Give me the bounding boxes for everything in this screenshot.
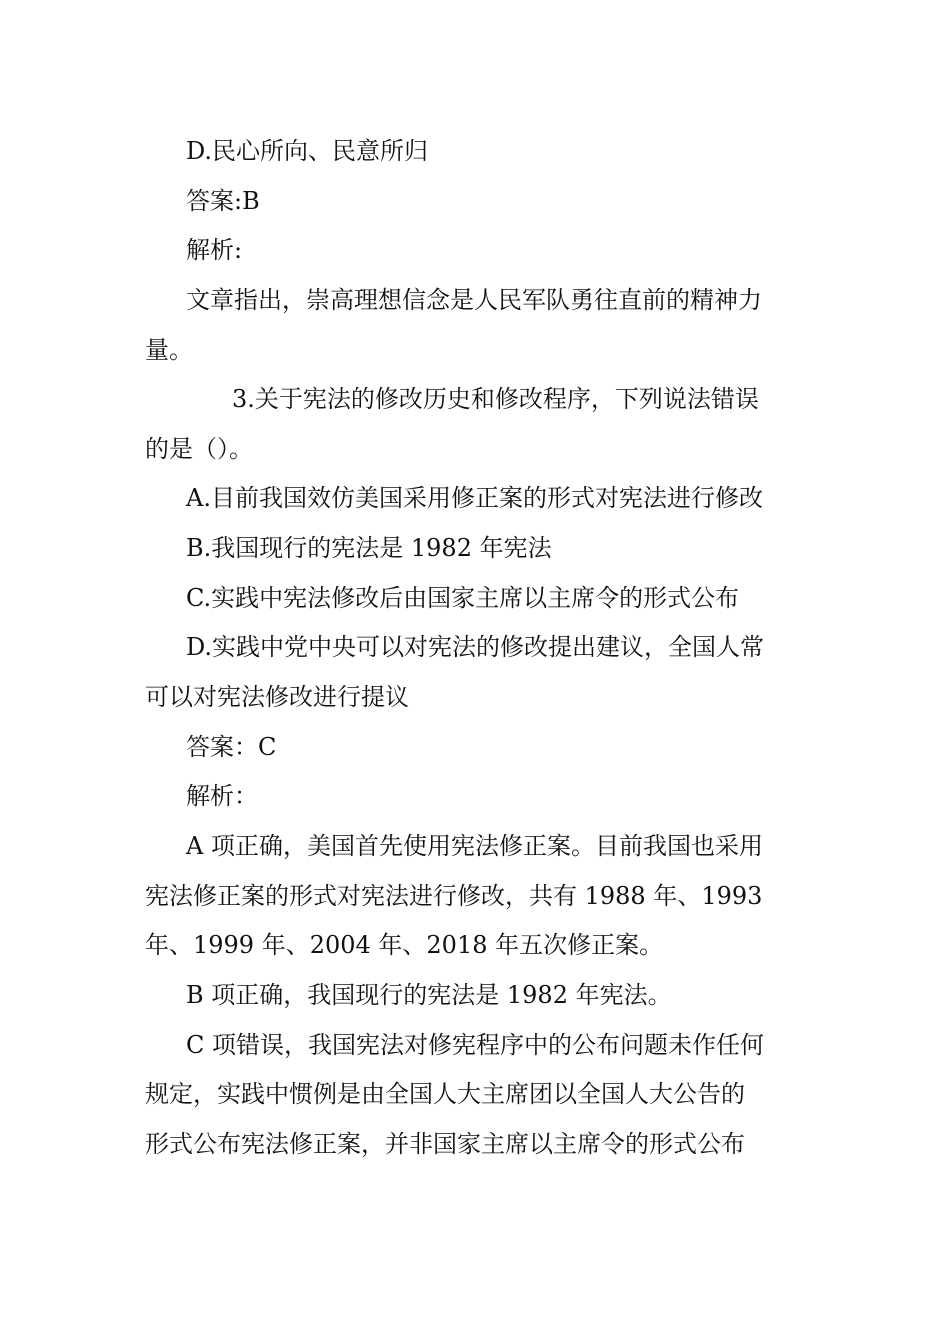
option-c-q3: C.实践中宪法修改后由国家主席以主席令的形式公布	[186, 584, 740, 612]
option-d-q2: D.民心所向、民意所归	[186, 137, 429, 165]
analysis-label-q3: 解析：	[186, 782, 258, 810]
question-3-line2: 的是（）。	[145, 435, 253, 463]
analysis-a-line1: A 项正确，美国首先使用宪法修正案。目前我国也采用	[186, 832, 763, 860]
option-d-q3-line2: 可以对宪法修改进行提议	[145, 683, 409, 711]
answer-q2: 答案:B	[186, 187, 260, 215]
analysis-c-line1: C 项错误，我国宪法对修宪程序中的公布问题未作任何	[186, 1031, 764, 1059]
option-b-q3: B.我国现行的宪法是 1982 年宪法	[186, 534, 552, 562]
analysis-c-line2: 规定，实践中惯例是由全国人大主席团以全国人大公告的	[145, 1080, 745, 1108]
analysis-text-q2-line2: 量。	[145, 336, 193, 364]
analysis-label-q2: 解析:	[186, 236, 243, 264]
answer-q3: 答案：C	[186, 733, 277, 761]
option-a-q3: A.目前我国效仿美国采用修正案的形式对宪法进行修改	[186, 484, 763, 512]
analysis-c-line3: 形式公布宪法修正案，并非国家主席以主席令的形式公布	[145, 1130, 745, 1158]
question-3-line1: 3.关于宪法的修改历史和修改程序，下列说法错误	[232, 385, 759, 413]
analysis-text-q2-line1: 文章指出，崇高理想信念是人民军队勇往直前的精神力	[186, 286, 762, 314]
analysis-a-line2: 宪法修正案的形式对宪法进行修改，共有 1988 年、1993	[145, 882, 763, 910]
analysis-b: B 项正确，我国现行的宪法是 1982 年宪法。	[186, 981, 672, 1009]
option-d-q3-line1: D.实践中党中央可以对宪法的修改提出建议，全国人常	[186, 633, 765, 661]
analysis-a-line3: 年、1999 年、2004 年、2018 年五次修正案。	[145, 931, 664, 959]
